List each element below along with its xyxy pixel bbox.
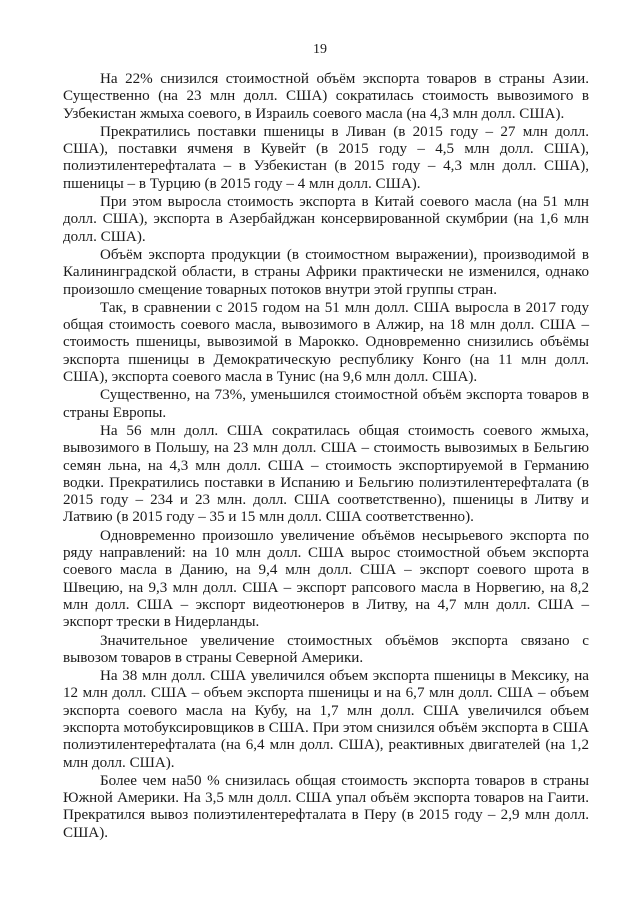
paragraph-europe-growth: Одновременно произошло увеличение объёмов несырьевого экспорта по ряду направлений: на 10 млн долл. США вырос стоимостной объем экспорта соевого масла в Данию, на 9,4 млн долл. США – экспорт соевого шрота в Швецию, на 9,3 млн долл. США – экспорт рапсового масла в Норвегию, на 8,2 млн долл. США – экспорт видеотюнеров в Литву, на 4,7 млн долл. США – экспорт трески в Нидерланды. <box>63 527 589 631</box>
paragraph-south-america-decline: Более чем на50 % снизилась общая стоимость экспорта товаров в страны Южной Америки. На 3,5 млн долл. США упал объём экспорта товаров на Гаити. Прекратился вывоз полиэтилентерефталата в Перу (в 2015 году – 2,9 млн долл. США). <box>63 772 589 841</box>
paragraph-africa-export: Объём экспорта продукции (в стоимостном выражении), производимой в Калининградской области, в страны Африки практически не изменился, однако произошло смещение товарных потоков внутри этой группы стран. <box>63 246 589 298</box>
paragraph-asia-export-decline: На 22% снизился стоимостной объём экспорта товаров в страны Азии. Существенно (на 23 млн долл. США) сократилась стоимость вывозимого в Узбекистан жмыха соевого, в Израиль соевого масла (на 4,3 млн долл. США). <box>63 71 589 122</box>
paragraph-africa-details: Так, в сравнении с 2015 годом на 51 млн долл. США выросла в 2017 году общая стоимость соевого масла, вывозимого в Алжир, на 18 млн долл. США – стоимость пшеницы, вывозимой в Марокко. Одновременно снизились объёмы экспорта пшеницы в Демократическую республику Конго (на 11 млн долл. США), экспорта соевого масла в Тунис (на 9,6 млн долл. США). <box>63 299 589 386</box>
document-body <box>63 71 589 843</box>
paragraph-north-america-details: На 38 млн долл. США увеличился объем экспорта пшеницы в Мексику, на 12 млн долл. США – объем экспорта пшеницы и на 6,7 млн долл. США – объем экспорта соевого масла на Кубу, на 1,7 млн долл. США увеличился объем экспорта мотобуксировщиков в США. При этом снизился объём экспорта в США полиэтилентерефталата (на 6,4 млн долл. США), реактивных двигателей (на 1,2 млн долл. США). <box>63 668 589 771</box>
paragraph-europe-details: На 56 млн долл. США сократилась общая стоимость соевого жмыха, вывозимого в Польшу, на 23 млн долл. США – стоимость вывозимых в Бельгию семян льна, на 4,3 млн долл. США – стоимость экспортируемой в Германию водки. Прекратились поставки в Испанию и Бельгию полиэтилентерефталата (в 2015 году – 234 и 23 млн. долл. США соответственно), пшеницы в Литву и Латвию (в 2015 году – 35 и 15 млн долл. США соответственно). <box>63 422 589 526</box>
paragraph-europe-decline: Существенно, на 73%, уменьшился стоимостной объём экспорта товаров в страны Европы. <box>63 387 589 421</box>
paragraph-growth-china-azerbaijan: При этом выросла стоимость экспорта в Китай соевого масла (на 51 млн долл. США), экспорта в Азербайджан консервированной скумбрии (на 1,6 млн долл. США). <box>63 194 589 245</box>
paragraph-north-america-increase: Значительное увеличение стоимостных объёмов экспорта связано с вывозом товаров в страны Северной Америки. <box>63 632 589 666</box>
paragraph-ceased-supplies-asia: Прекратились поставки пшеницы в Ливан (в 2015 году – 27 млн долл. США), поставки ячменя в Кувейт (в 2015 году – 4,5 млн долл. США), полиэтилентерефталата – в Узбекистан (в 2015 году – 4,3 млн долл. США), пшеницы – в Турцию (в 2015 году – 4 млн долл. США). <box>63 123 589 192</box>
page-number: 19 <box>313 42 327 57</box>
